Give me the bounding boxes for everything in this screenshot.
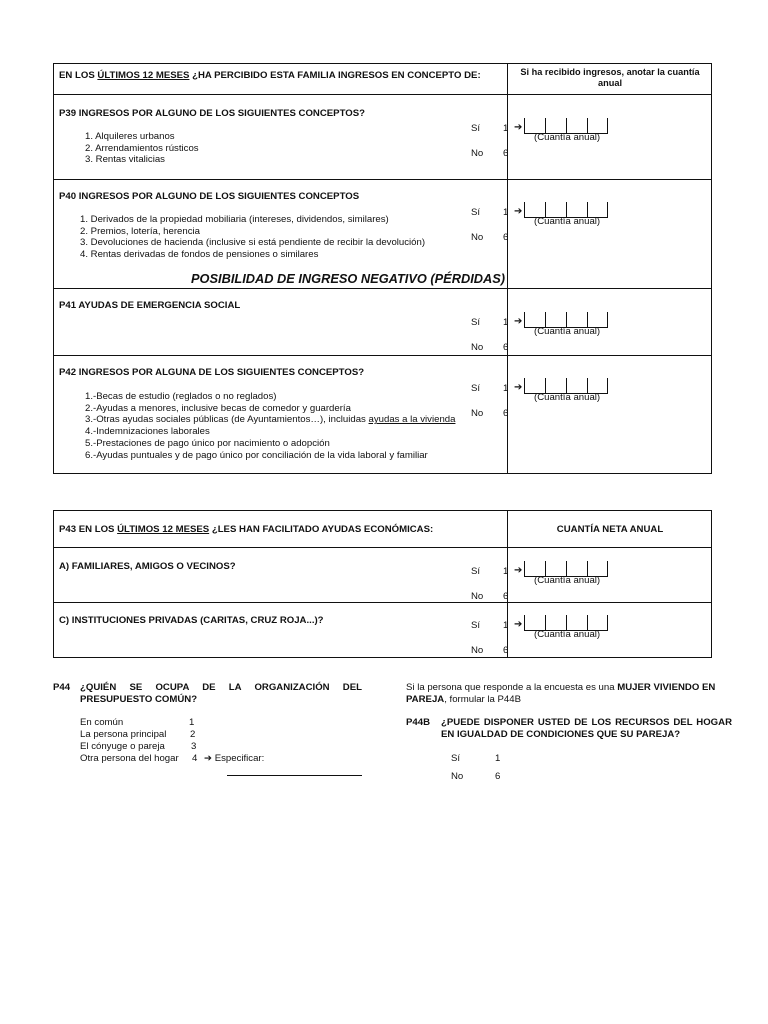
list-item: 4.-Indemnizaciones laborales [85,426,210,438]
table1-right-header: Si ha recibido ingresos, anotar la cuantía anual [520,67,700,88]
table2-right-header: CUANTÍA NETA ANUAL [556,524,664,535]
yes-code[interactable]: 1 [503,317,509,328]
yes-code[interactable]: 1 [503,383,509,394]
yes-label: Sí [471,207,481,218]
list-item: 1. Alquileres urbanos [85,131,175,142]
p44-question: ¿QUIÉN SE OCUPA DE LA ORGANIZACIÓN DEL PRESUPUESTO COMÚN? [80,682,362,705]
no-code[interactable]: 6 [503,342,509,353]
no-code[interactable]: 6 [503,591,509,602]
p43c-question: C) INSTITUCIONES PRIVADAS (CARITAS, CRUZ ROJA...)? [59,615,324,626]
p39-items [85,131,199,166]
p43a-answer [471,566,651,616]
p43c-answer [471,620,651,670]
arrow-right-icon: ➔ [514,206,523,217]
p41-question: P41 AYUDAS DE EMERGENCIA SOCIAL [59,300,241,311]
list-item: 5.-Prestaciones de pago único por nacimiento o adopción [85,437,330,449]
no-label: No [471,591,484,602]
table1-header: EN LOS ÚLTIMOS 12 MESES ¿HA PERCIBIDO ESTA FAMILIA INGRESOS EN CONCEPTO DE: [59,70,481,81]
yes-label: Sí [471,317,481,328]
p44-option-label: Otra persona del hogar [80,753,179,764]
yes-code[interactable]: 1 [503,566,509,577]
p39-question: P39 INGRESOS POR ALGUNO DE LOS SIGUIENTES CONCEPTOS? [59,108,365,119]
p44b-option-code: 6 [495,771,501,782]
list-item: 1.-Becas de estudio (reglados o no reglados) [85,391,277,402]
arrow-right-icon: ➔ [514,619,523,630]
list-item: 1. Derivados de la propiedad mobiliaria (intereses, dividendos, similares) [80,214,389,225]
yes-label: Sí [471,566,481,577]
no-label: No [471,232,484,243]
list-item: 3. Rentas vitalicias [85,154,165,166]
p40-question: P40 INGRESOS POR ALGUNO DE LOS SIGUIENTES CONCEPTOS [59,191,360,202]
arrow-right-icon: ➔ [514,122,523,133]
p44-option-code: 2 [190,729,196,740]
p39-answer [471,123,651,173]
yes-code[interactable]: 1 [503,207,509,218]
p44-specify: ➔ Especificar: [204,753,265,764]
yes-code[interactable]: 1 [503,123,509,134]
p44-option-label: La persona principal [80,729,167,740]
list-item: 2. Premios, lotería, herencia [80,225,200,237]
p44-option-code: 1 [189,717,195,728]
yes-code[interactable]: 1 [503,620,509,631]
arrow-right-icon: ➔ [514,316,523,327]
list-item: 4. Rentas derivadas de fondos de pensiones o similares [80,249,319,261]
list-item: 6.-Ayudas puntuales y de pago único por conciliación de la vida laboral y familiar [85,449,428,461]
annual-amount-caption: (Cuantía anual) [534,629,601,640]
p42-question: P42 INGRESOS POR ALGUNA DE LOS SIGUIENTES CONCEPTOS? [59,367,365,378]
yes-label: Sí [471,123,481,134]
p44-option-code: 4 [192,753,198,764]
specify-blank-line[interactable] [227,775,362,776]
p44b-option-code: 1 [495,753,501,764]
annual-amount-caption: (Cuantía anual) [534,575,601,586]
arrow-right-icon: ➔ [514,565,523,576]
p42-answer [471,383,651,433]
negative-income-heading: POSIBILIDAD DE INGRESO NEGATIVO (PÉRDIDAS) [191,271,506,286]
table2-header: P43 EN LOS ÚLTIMOS 12 MESES ¿LES HAN FACILITADO AYUDAS ECONÓMICAS: [59,524,434,535]
p44-option-code: 3 [191,741,197,752]
p42-items [85,391,455,461]
yes-label: Sí [471,620,481,631]
no-label: No [471,342,484,353]
annual-amount-caption: (Cuantía anual) [534,326,601,337]
no-label: No [471,645,484,656]
list-item: 2.-Ayudas a menores, inclusive becas de comedor y guardería [85,402,351,414]
annual-amount-caption: (Cuantía anual) [534,132,601,143]
no-code[interactable]: 6 [503,408,509,419]
annual-amount-caption: (Cuantía anual) [534,392,601,403]
list-item: 3.-Otras ayudas sociales públicas (de Ayuntamientos…), incluidas ayudas a la vivienda [85,414,456,426]
p44-option-label: El cónyuge o pareja [80,741,165,752]
p40-items [80,214,425,261]
p40-answer [471,207,651,257]
p44b-question: ¿PUEDE DISPONER USTED DE LOS RECURSOS DEL HOGAR EN IGUALDAD DE CONDICIONES QUE SU PAREJA? [441,717,732,740]
yes-label: Sí [471,383,481,394]
no-label: No [471,148,484,159]
no-code[interactable]: 6 [503,232,509,243]
no-label: No [471,408,484,419]
p44b-option-label: No [451,771,464,782]
annual-amount-caption: (Cuantía anual) [534,216,601,227]
p43a-question: A) FAMILIARES, AMIGOS O VECINOS? [59,561,236,572]
no-code[interactable]: 6 [503,148,509,159]
no-code[interactable]: 6 [503,645,509,656]
p44b-instruction: Si la persona que responde a la encuesta es una MUJER VIVIENDO EN PAREJA, formular la P44B [406,682,716,705]
p41-answer [471,317,651,367]
arrow-right-icon: ➔ [514,382,523,393]
p44b-number: P44B [406,717,430,728]
p44-number: P44 [53,682,71,693]
p44b-option-label: Sí [451,753,461,764]
list-item: 3. Devoluciones de hacienda (inclusive si está pendiente de recibir la devolución) [80,237,426,249]
p44-option-label: En común [80,717,124,728]
list-item: 2. Arrendamientos rústicos [85,142,199,154]
